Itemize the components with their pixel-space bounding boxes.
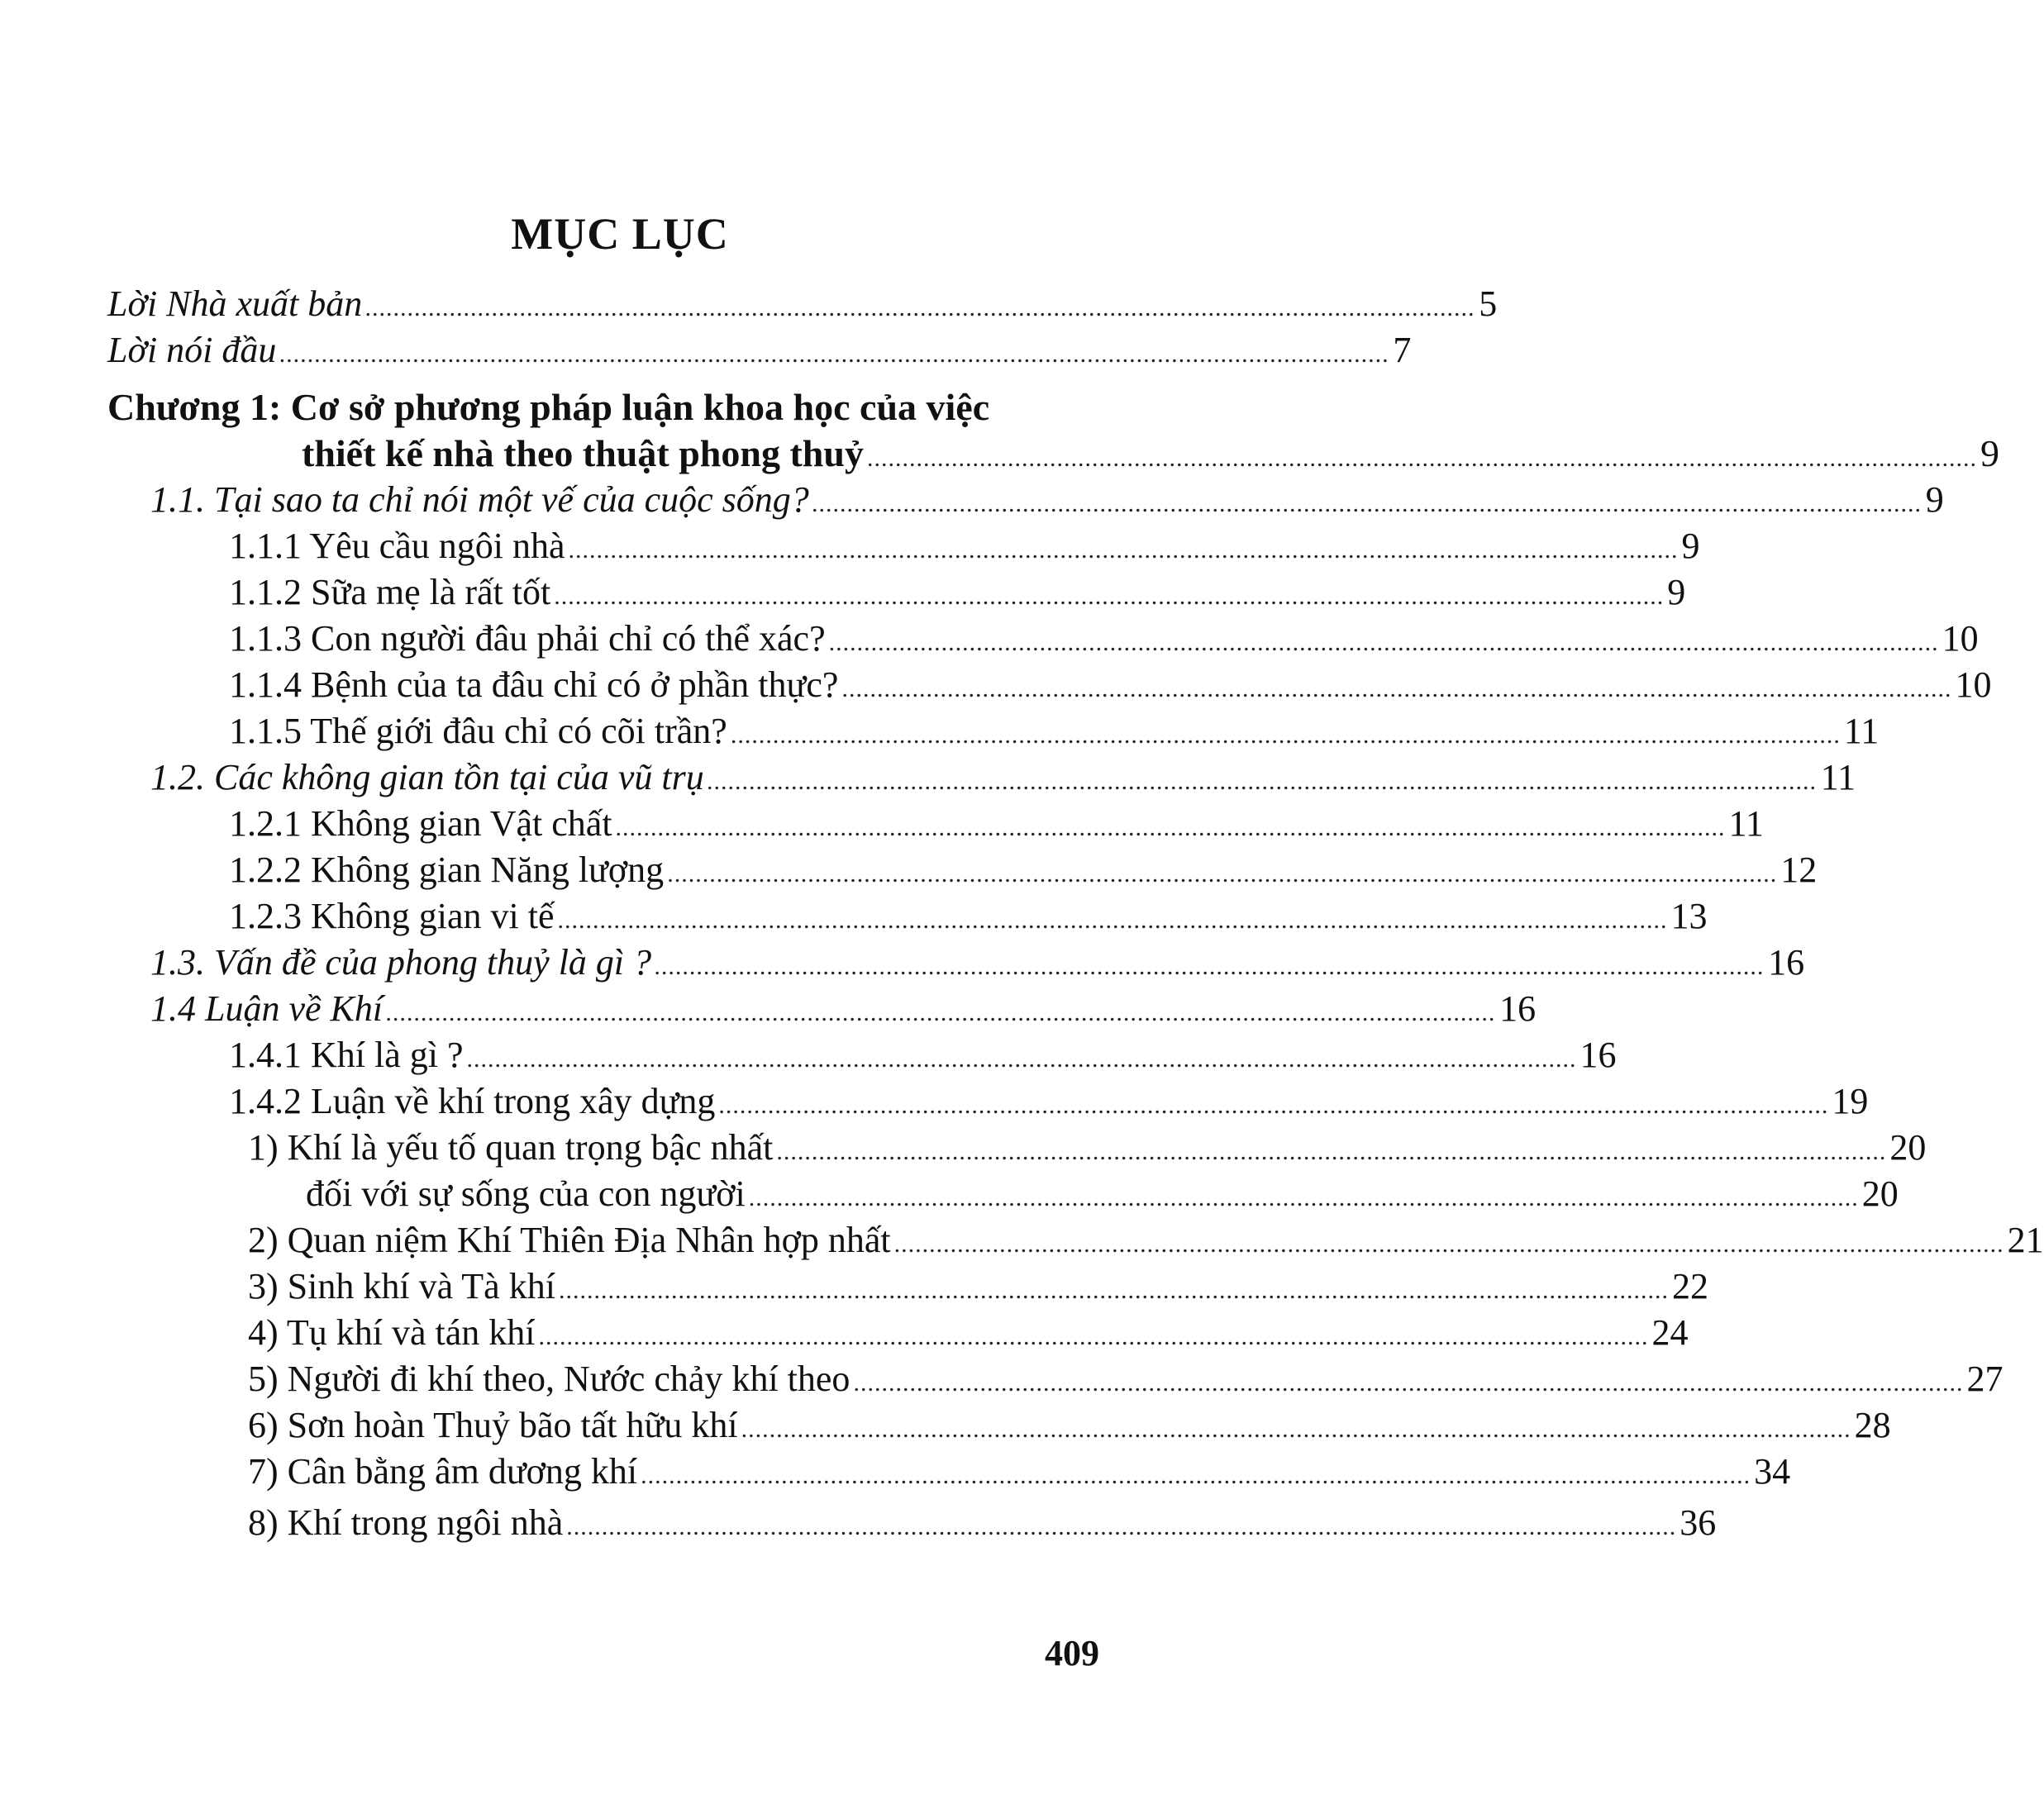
toc-item — [248, 1500, 1717, 1546]
toc-entry-page: 24 — [1651, 1312, 1689, 1353]
toc-subsection — [229, 662, 1992, 708]
toc-entry-page: 36 — [1680, 1502, 1717, 1543]
toc-entry-label: Lời nói đầu — [107, 330, 277, 370]
toc-entry-label: 1.4.1 Khí là gì ? — [229, 1035, 464, 1075]
toc-entry-page: 12 — [1780, 850, 1818, 890]
toc-item — [248, 1402, 1891, 1449]
toc-entry-page: 9 — [1681, 526, 1700, 566]
toc-entry-page: 34 — [1754, 1451, 1791, 1492]
toc-entry-label: 4) Tụ khí và tán khí — [248, 1312, 536, 1353]
dot-leader: .............................................................................................................................................................. — [776, 1138, 1887, 1165]
toc-subsection — [229, 708, 1880, 754]
toc-entry-page: 20 — [1889, 1127, 1927, 1168]
toc-entry-page: 10 — [1942, 618, 1979, 659]
toc-entry-label: 1.2.2 Không gian Năng lượng — [229, 850, 665, 890]
toc-subsection — [229, 1032, 1617, 1078]
toc-entry-page: 16 — [1768, 942, 1805, 983]
toc-entry-publisher-note — [107, 281, 1498, 327]
toc-section — [150, 986, 1537, 1032]
toc-entry-label: đối với sự sống của con người — [306, 1173, 746, 1214]
dot-leader: .............................................................................................................................................................. — [655, 953, 1765, 980]
toc-entry-label: 1.4.2 Luận về khí trong xây dựng — [229, 1081, 716, 1121]
dot-leader: .............................................................................................................................................................. — [828, 629, 1939, 656]
toc-subsection — [229, 616, 1979, 662]
chapter-page: 9 — [1980, 432, 1999, 474]
toc-entry-label: 1.3. Vấn đề của phong thuỷ là gì ? — [150, 942, 652, 983]
toc-entry-label: 8) Khí trong ngôi nhà — [248, 1502, 564, 1543]
dot-leader: .............................................................................................................................................................. — [853, 1369, 1964, 1397]
chapter-heading-line1: Chương 1: Cơ sở phương pháp luận khoa học của việc — [107, 386, 990, 428]
toc-entry-label: 5) Người đi khí theo, Nước chảy khí theo — [248, 1359, 850, 1399]
dot-leader: .............................................................................................................................................................. — [365, 294, 1476, 321]
dot-leader: .............................................................................................................................................................. — [554, 583, 1665, 610]
toc-subsection — [229, 1078, 1869, 1125]
toc-section — [150, 940, 1805, 986]
toc-entry-label: 1.1.4 Bệnh của ta đâu chỉ có ở phần thực? — [229, 664, 839, 705]
toc-item-continuation — [306, 1171, 1899, 1217]
toc-entry-page: 19 — [1832, 1081, 1869, 1121]
dot-leader: .............................................................................................................................................................. — [568, 536, 1679, 564]
dot-leader: .............................................................................................................................................................. — [667, 860, 1778, 888]
toc-entry-label: 1.1.5 Thế giới đâu chỉ có cõi trần? — [229, 711, 727, 751]
toc-item — [248, 1356, 2004, 1402]
toc-item — [248, 1125, 1927, 1171]
dot-leader: .............................................................................................................................................................. — [748, 1184, 1859, 1211]
toc-section — [150, 477, 1944, 523]
dot-leader: .............................................................................................................................................................. — [566, 1513, 1677, 1540]
page-title: MỤC LỤC — [511, 209, 729, 259]
dot-leader: .............................................................................................................................................................. — [615, 814, 1726, 841]
toc-entry-label: 1) Khí là yếu tố quan trọng bậc nhất — [248, 1127, 774, 1168]
toc-entry-page: 7 — [1393, 330, 1412, 370]
dot-leader: .............................................................................................................................................................. — [893, 1230, 2004, 1258]
dot-leader: .............................................................................................................................................................. — [558, 1277, 1669, 1304]
dot-leader: .............................................................................................................................................................. — [538, 1323, 1649, 1350]
toc-subsection — [229, 893, 1708, 940]
toc-entry-page: 9 — [1667, 572, 1686, 612]
toc-entry-label: 6) Sơn hoàn Thuỷ bão tất hữu khí — [248, 1405, 738, 1445]
dot-leader: .............................................................................................................................................................. — [707, 768, 1818, 795]
dot-leader: .............................................................................................................................................................. — [641, 1462, 1751, 1489]
toc-item — [248, 1449, 1791, 1495]
toc-entry-page: 9 — [1925, 479, 1944, 520]
toc-entry-label: 2) Quan niệm Khí Thiên Địa Nhân hợp nhất — [248, 1220, 891, 1260]
toc-entry-page: 11 — [1843, 711, 1880, 751]
toc-entry-label: 1.2.1 Không gian Vật chất — [229, 803, 612, 844]
toc-entry-page: 21 — [2007, 1220, 2044, 1260]
toc-section — [150, 754, 1856, 801]
dot-leader: .............................................................................................................................................................. — [386, 999, 1497, 1026]
dot-leader: .............................................................................................................................................................. — [866, 445, 1977, 472]
toc-subsection — [229, 801, 1764, 847]
toc-entry-page: 11 — [1820, 757, 1856, 797]
toc-subsection — [229, 847, 1818, 893]
toc-entry-page: 27 — [1966, 1359, 2004, 1399]
toc-entry-label: 3) Sinh khí và Tà khí — [248, 1266, 555, 1306]
toc-subsection — [229, 523, 1700, 569]
dot-leader: .............................................................................................................................................................. — [841, 675, 1952, 702]
toc-item — [248, 1264, 1708, 1310]
toc-entry-page: 20 — [1861, 1173, 1899, 1214]
dot-leader: .............................................................................................................................................................. — [557, 907, 1668, 934]
dot-leader: .............................................................................................................................................................. — [279, 340, 1390, 368]
dot-leader: .............................................................................................................................................................. — [741, 1416, 1851, 1443]
toc-entry-page: 22 — [1671, 1266, 1708, 1306]
dot-leader: .............................................................................................................................................................. — [730, 721, 1841, 749]
toc-entry-label: 1.1.2 Sữa mẹ là rất tốt — [229, 572, 551, 612]
toc-entry-page: 16 — [1579, 1035, 1617, 1075]
toc-entry-page: 13 — [1670, 896, 1708, 936]
page-number: 409 — [1045, 1633, 1099, 1673]
toc-entry-label: 1.1. Tại sao ta chỉ nói một vế của cuộc sống? — [150, 479, 809, 520]
toc-subsection — [229, 569, 1686, 616]
toc-entry-page: 10 — [1955, 664, 1992, 705]
toc-entry-label: 7) Cân bằng âm dương khí — [248, 1451, 638, 1492]
toc-item — [248, 1217, 2044, 1264]
toc-entry-preface — [107, 327, 1412, 374]
toc-entry-page: 28 — [1854, 1405, 1891, 1445]
dot-leader: .............................................................................................................................................................. — [718, 1092, 1829, 1119]
toc-entry-label: 1.1.1 Yêu cầu ngôi nhà — [229, 526, 565, 566]
dot-leader: .............................................................................................................................................................. — [466, 1045, 1577, 1073]
toc-entry-label: 1.1.3 Con người đâu phải chỉ có thể xác? — [229, 618, 826, 659]
toc-entry-label: 1.4 Luận về Khí — [150, 988, 384, 1029]
toc-entry-label: Lời Nhà xuất bản — [107, 283, 363, 324]
toc-entry-page: 5 — [1479, 283, 1498, 324]
chapter-heading-text: thiết kế nhà theo thuật phong thuỷ — [302, 432, 864, 474]
chapter-heading-line2 — [302, 431, 1999, 477]
toc-entry-page: 11 — [1728, 803, 1764, 844]
dot-leader: .............................................................................................................................................................. — [812, 490, 1923, 517]
toc-entry-label: 1.2.3 Không gian vi tế — [229, 896, 555, 936]
toc-entry-page: 16 — [1499, 988, 1537, 1029]
toc-item — [248, 1310, 1689, 1356]
toc-entry-label: 1.2. Các không gian tồn tại của vũ trụ — [150, 757, 704, 797]
